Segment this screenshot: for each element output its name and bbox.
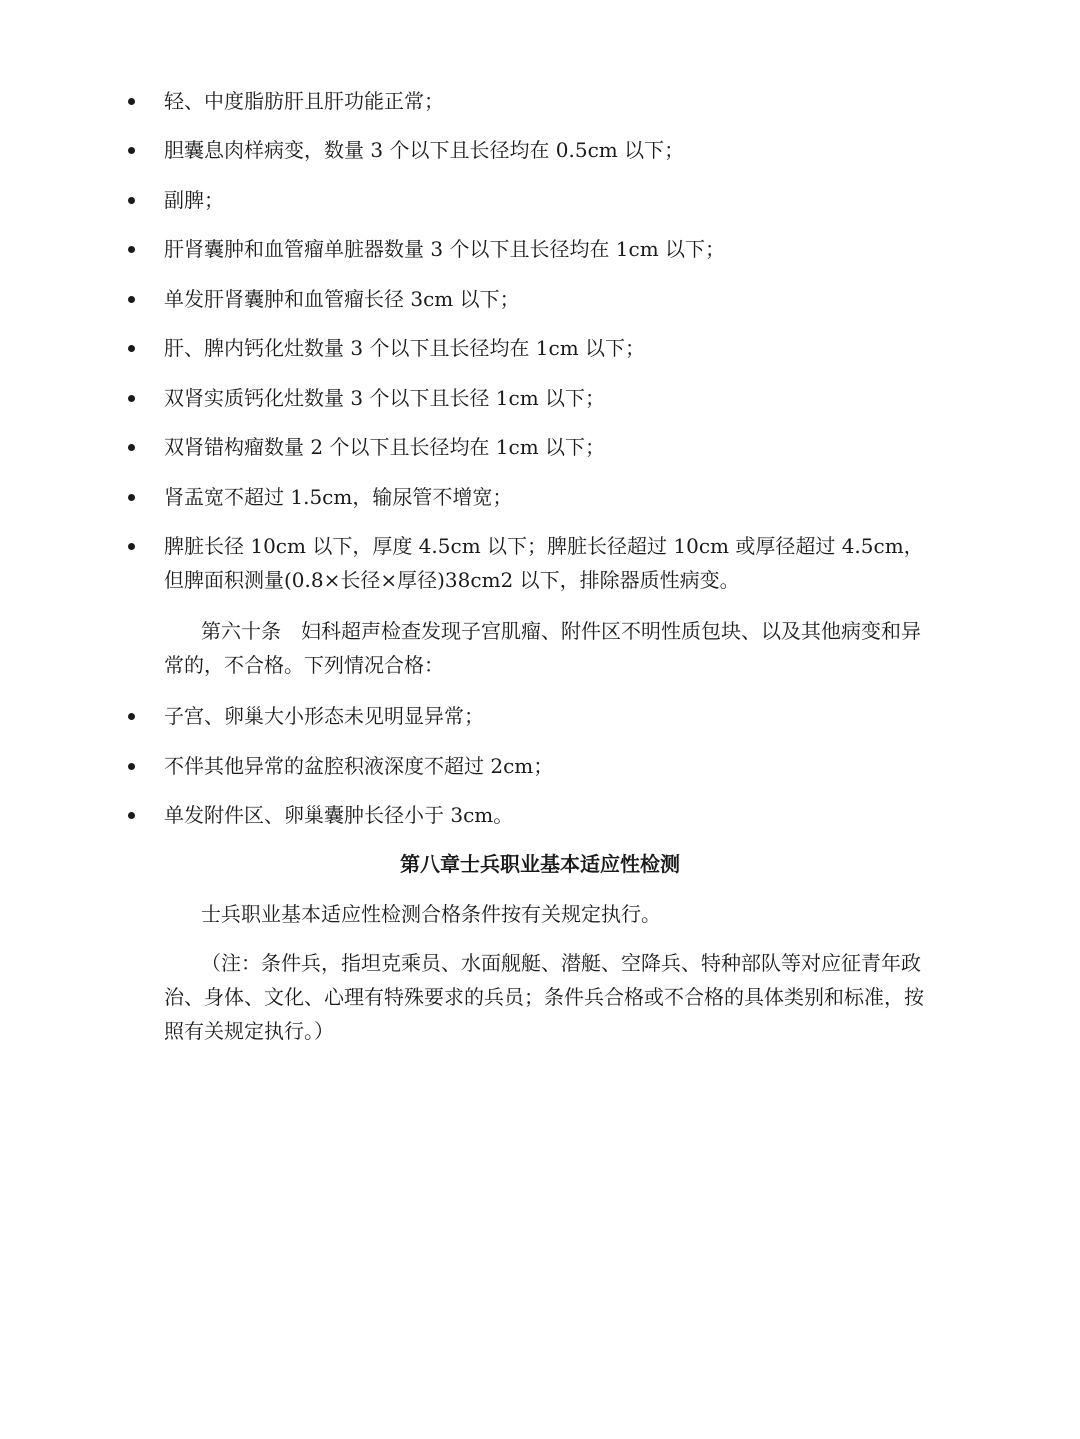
list-item-text: 不伴其他异常的盆腔积液深度不超过 2cm； — [164, 754, 554, 778]
list-item-text: 双肾错构瘤数量 2 个以下且长径均在 1cm 以下； — [164, 435, 606, 459]
list-item — [128, 381, 928, 415]
bullet-icon — [128, 444, 135, 451]
bullet-icon — [128, 395, 135, 402]
bullet-icon — [128, 246, 135, 253]
bullet-icon — [128, 147, 135, 154]
list-item-text: 子宫、卵巢大小形态未见明显异常； — [164, 704, 484, 728]
list-item — [128, 798, 928, 832]
list-item-text: 双肾实质钙化灶数量 3 个以下且长径 1cm 以下； — [164, 386, 606, 410]
bullet-icon — [128, 197, 135, 204]
list-item — [128, 480, 928, 514]
bullet-icon — [128, 494, 135, 501]
list-item — [128, 84, 928, 118]
list-item — [128, 331, 928, 365]
list-item — [128, 183, 928, 217]
list-item — [128, 529, 928, 597]
list-item — [128, 749, 928, 783]
chapter-heading: 第八章士兵职业基本适应性检测 — [400, 852, 680, 876]
bullet-icon — [128, 713, 135, 720]
list-item-text: 肝肾囊肿和血管瘤单脏器数量 3 个以下且长径均在 1cm 以下； — [164, 237, 726, 261]
chapter-paragraph: 士兵职业基本适应性检测合格条件按有关规定执行。 — [201, 902, 661, 926]
bullet-icon — [128, 763, 135, 770]
list-item-text: 单发附件区、卵巢囊肿长径小于 3cm。 — [164, 803, 514, 827]
list-item-text: 副脾； — [164, 188, 224, 212]
list-item-text: 轻、中度脂肪肝且肝功能正常； — [164, 89, 444, 113]
bullet-icon — [128, 98, 135, 105]
list-item — [128, 282, 928, 316]
bullet-icon — [128, 296, 135, 303]
list-item-text: 单发肝肾囊肿和血管瘤长径 3cm 以下； — [164, 287, 520, 311]
list-item-text: 肝、脾内钙化灶数量 3 个以下且长径均在 1cm 以下； — [164, 336, 646, 360]
article-60-paragraph: 第六十条 妇科超声检查发现子宫肌瘤、附件区不明性质包块、以及其他病变和异常的，不合格。下列情况合格： — [164, 619, 921, 677]
list-item — [128, 133, 928, 167]
note-paragraph: （注：条件兵，指坦克乘员、水面舰艇、潜艇、空降兵、特种部队等对应征青年政治、身体、文化、心理有特殊要求的兵员；条件兵合格或不合格的具体类别和标准，按照有关规定执行。） — [164, 951, 924, 1043]
list-item-text: 胆囊息肉样病变，数量 3 个以下且长径均在 0.5cm 以下； — [164, 138, 685, 162]
list-item-text: 脾脏长径 10cm 以下，厚度 4.5cm 以下；脾脏长径超过 10cm 或厚径超过 4.5cm，但脾面积测量(0.8×长径×厚径)38cm2 以下，排除器质性病变。 — [164, 534, 924, 592]
bullet-icon — [128, 345, 135, 352]
list-item — [128, 430, 928, 464]
bullet-icon — [128, 543, 135, 550]
list-item — [128, 232, 928, 266]
list-item — [128, 699, 928, 733]
bullet-icon — [128, 812, 135, 819]
list-item-text: 肾盂宽不超过 1.5cm，输尿管不增宽； — [164, 485, 513, 509]
